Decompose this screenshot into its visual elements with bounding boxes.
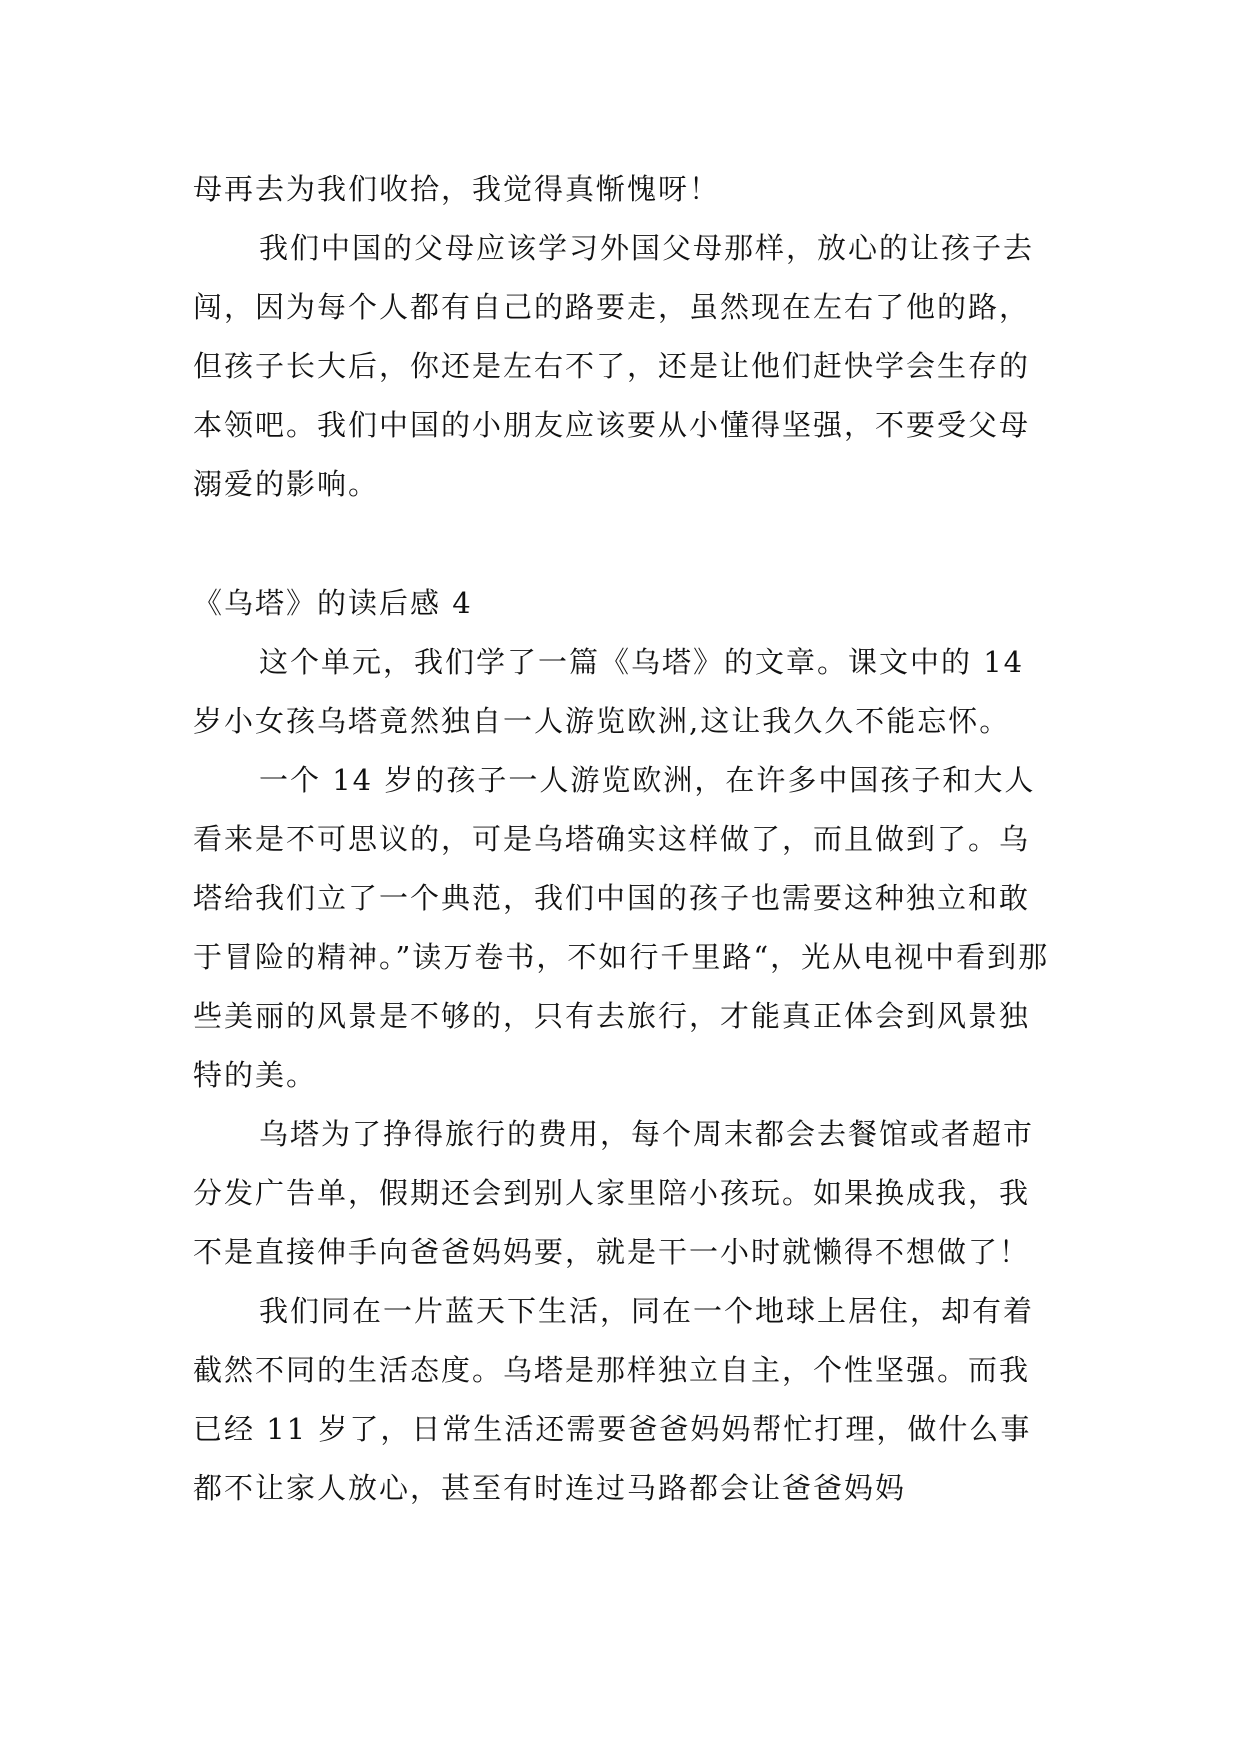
body-paragraph: 我们同在一片蓝天下生活，同在一个地球上居住，却有着截然不同的生活态度。乌塔是那样独立自主，个性坚强。而我已经 11 岁了，日常生活还需要爸爸妈妈帮忙打理，做什么事都不让家人放心，甚至有时连过马路都会让爸爸妈妈	[193, 1294, 1035, 1505]
document-body	[193, 160, 1053, 1518]
continuation-paragraph: 母再去为我们收拾，我觉得真惭愧呀！	[193, 172, 721, 206]
section-spacer	[193, 514, 1053, 574]
body-paragraph: 这个单元，我们学了一篇《乌塔》的文章。课文中的 14 岁小女孩乌塔竟然独自一人游览欧洲,这让我久久不能忘怀。	[193, 645, 1025, 738]
body-paragraph: 乌塔为了挣得旅行的费用，每个周末都会去餐馆或者超市分发广告单，假期还会到别人家里陪小孩玩。如果换成我，我不是直接伸手向爸爸妈妈要，就是干一小时就懒得不想做了！	[193, 1117, 1035, 1269]
body-paragraph: 一个 14 岁的孩子一人游览欧洲，在许多中国孩子和大人看来是不可思议的，可是乌塔确实这样做了，而且做到了。乌塔给我们立了一个典范，我们中国的孩子也需要这种独立和敢于冒险的精神。”读万卷书，不如行千里路“，光从电视中看到那些美丽的风景是不够的，只有去旅行，才能真正体会到风景独特的美。	[193, 763, 1050, 1092]
section-heading: 《乌塔》的读后感 4	[193, 586, 473, 620]
body-paragraph: 我们中国的父母应该学习外国父母那样，放心的让孩子去闯，因为每个人都有自己的路要走，虽然现在左右了他的路，但孩子长大后，你还是左右不了，还是让他们赶快学会生存的本领吧。我们中国的小朋友应该要从小懂得坚强，不要受父母溺爱的影响。	[193, 231, 1035, 501]
